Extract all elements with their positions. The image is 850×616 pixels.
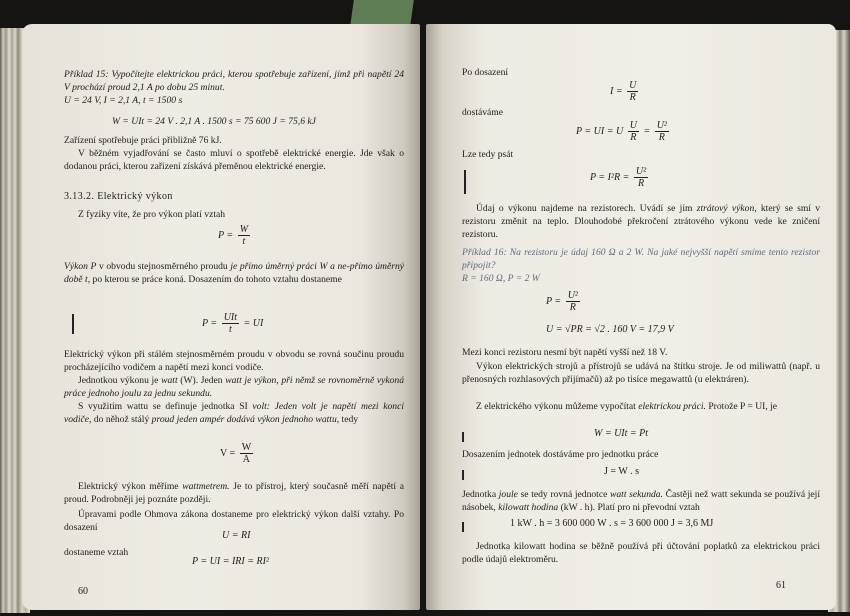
margin-bar bbox=[462, 522, 464, 532]
equation-current: I = $\frac{U}{R}$ bbox=[610, 80, 637, 103]
paragraph-electric-work: Z elektrického výkonu můžeme vypočítat elektrickou práci. Protože P = UI, je bbox=[476, 401, 778, 412]
page-number-left: 60 bbox=[78, 586, 88, 597]
equation-example-power: P = $\frac{\text{U²}}{R}$ bbox=[546, 290, 578, 313]
left-page bbox=[22, 24, 420, 610]
paragraph-watt: Jednotkou výkonu je watt (W). Jeden watt je výkon, při němž se rovnoměrně vykoná práce jednoho joulu za jednu sekundu. bbox=[64, 375, 405, 400]
paragraph-energy: Zařízení spotřebuje práci přibližně 76 kJ. V běžném vyjadřování se často mluví o spotřebě elektrické energie. Jde však o dodanou práci, kterou zařízení získává přeměnou elektrické energie. bbox=[64, 135, 404, 173]
equation-example-voltage: U = √PR = √2 . 160 V = 17,9 V bbox=[546, 324, 674, 335]
paragraph-power-definition: Výkon P v obvodu stejnosměrného proudu je přímo úměrný práci W a ne-přímo úměrný době t, po kterou se práce koná. Dosazením do tohoto vztahu dostaneme bbox=[64, 261, 404, 286]
example-16-text: Příklad 16: Na rezistoru je údaj 160 Ω a 2 W. Na jaké nejvyšší napětí smíme tento rezistor připojit? R = 160 Ω, P = 2 W bbox=[462, 247, 820, 285]
paragraph-we-get: dostáváme bbox=[462, 107, 504, 118]
equation-power-ri: P = UI = IRI = RI² bbox=[192, 556, 269, 567]
paragraph-relation: dostaneme vztah bbox=[64, 547, 129, 558]
equation-power-basic: P = $\frac{W}{t}$ bbox=[218, 224, 249, 247]
equation-joule: J = W . s bbox=[604, 466, 639, 477]
paragraph-units: Dosazením jednotek dostáváme pro jednotku práce bbox=[462, 449, 659, 460]
equation-power-u2: P = UI = U $\frac{U}{R}$ = $\frac{\text{U²}}{R}$ bbox=[576, 120, 667, 143]
equation-power-ui: P = $\frac{\text{UIt}}{t}$ = UI bbox=[202, 312, 264, 335]
right-page bbox=[426, 24, 836, 610]
page-number-right: 61 bbox=[776, 580, 786, 591]
paragraph-max-voltage: Mezi konci rezistoru nesmí být napětí vyšší než 18 V. bbox=[462, 347, 668, 358]
paragraph-resistor-rating: Údaj o výkonu najdeme na rezistorech. Uvádí se jím ztrátový výkon, který se smí v rezistoru změnit na teplo. Dlouhodobé překročení ztrátového výkonu vede ke zničení rezistoru. bbox=[462, 203, 820, 241]
paragraph-kwh-usage: Jednotka kilowatt hodina se běžně používá při účtování poplatků za elektrickou práci podle údajů elektroměru. bbox=[462, 541, 820, 566]
equation-ohm: U = RI bbox=[222, 530, 251, 541]
paragraph-volt: S využitím wattu se definuje jednotka SI volt: Jeden volt je napětí mezi konci vodiče, do něhož stálý proud jeden ampér dodává výkon jednoho wattu, tedy bbox=[64, 401, 404, 426]
paragraph-so-write: Lze tedy psát bbox=[462, 149, 514, 160]
margin-bar bbox=[462, 470, 464, 480]
equation-power-i2r: P = I²R = $\frac{\text{U²}}{R}$ bbox=[590, 166, 647, 189]
equation-volt: V = $\frac{W}{A}$ bbox=[220, 442, 252, 465]
margin-bar bbox=[462, 432, 464, 442]
equation-kwh: 1 kW . h = 3 600 000 W . s = 3 600 000 J = 3,6 MJ bbox=[510, 518, 714, 529]
paragraph-power-product: Elektrický výkon při stálém stejnosměrném proudu v obvodu se rovná součinu proudu procházejícího vodičem a napětí mezi konci vodiče. bbox=[64, 349, 404, 374]
paragraph-device-power: Výkon elektrických strojů a přístrojů se udává na štítku stroje. Je od miliwattů (např. u přenosných rozhlasových přijímačů) až po tisíce megawattů (u elektráren). bbox=[462, 361, 820, 386]
equation-work: W = UIt = 24 V . 2,1 A . 1500 s = 75 600 J = 75,6 kJ bbox=[112, 116, 316, 127]
example-15-text: Příklad 15: Vypočítejte elektrickou práci, kterou spotřebuje zařízení, jímž při napětí 24 V prochází proud 2,1 A po dobu 25 minut. U = 24 V, I = 2,1 A, t = 1500 s bbox=[64, 69, 404, 107]
section-heading: 3.13.2. Elektrický výkon bbox=[64, 191, 173, 202]
bookmark-ribbon bbox=[350, 0, 414, 26]
paragraph-watt-second: Jednotka joule se tedy rovná jednotce watt sekunda. Častěji než watt sekunda se používá její násobek, kilowatt hodina (kW . h). Platí pro ni převodní vztah bbox=[462, 489, 820, 514]
equation-work-pt: W = UIt = Pt bbox=[594, 428, 649, 439]
margin-bar bbox=[72, 314, 74, 334]
margin-bar bbox=[464, 170, 466, 194]
paragraph-power-intro: Z fyziky víte, že pro výkon platí vztah bbox=[78, 209, 226, 220]
paragraph-substitution: Po dosazení bbox=[462, 67, 509, 78]
paragraph-wattmeter: Elektrický výkon měříme wattmetrem. Je to přístroj, který současně měří napětí a proud. Podrobněji jej poznáte později. bbox=[64, 481, 404, 506]
paragraph-ohm: Úpravami podle Ohmova zákona dostaneme pro elektrický výkon další vztahy. Po dosazení bbox=[64, 509, 404, 534]
